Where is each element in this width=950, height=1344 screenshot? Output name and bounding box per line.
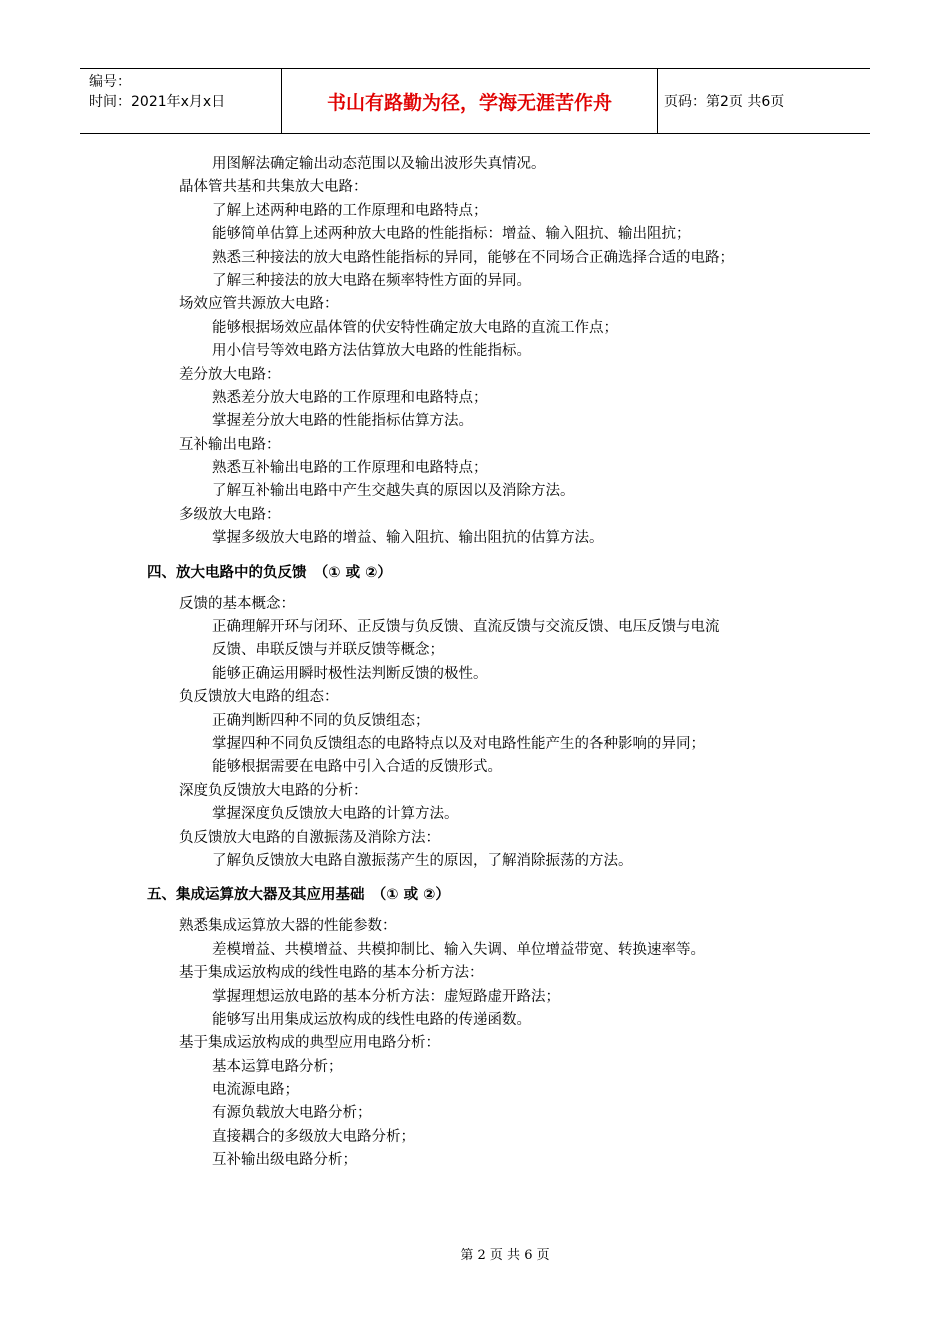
topic-detail: 互补输出级电路分析； <box>212 1152 357 1169</box>
topic-detail: 能够根据需要在电路中引入合适的反馈形式。 <box>212 759 502 776</box>
topic-detail: 正确判断四种不同的负反馈组态； <box>212 712 430 729</box>
topic-heading: 反馈的基本概念： <box>179 595 295 612</box>
topic-detail: 掌握四种不同负反馈组态的电路特点以及对电路性能产生的各种影响的异同； <box>212 735 705 752</box>
topic-detail: 正确理解开环与闭环、正反馈与负反馈、直流反馈与交流反馈、电压反馈与电流 <box>212 619 720 636</box>
topic-detail: 用图解法确定输出动态范围以及输出波形失真情况。 <box>212 156 546 172</box>
topic-heading: 场效应管共源放大电路： <box>179 296 339 313</box>
topic-heading: 基于集成运放构成的线性电路的基本分析方法： <box>179 965 484 982</box>
topic-detail: 电流源电路； <box>212 1082 299 1099</box>
topic-detail: 反馈、串联反馈与并联反馈等概念； <box>212 642 444 659</box>
topic-heading: 互补输出电路： <box>179 436 281 453</box>
topic-detail: 掌握多级放大电路的增益、输入阻抗、输出阻抗的估算方法。 <box>212 530 604 547</box>
topic-detail: 熟悉差分放大电路的工作原理和电路特点； <box>212 389 488 406</box>
section-heading: 五、集成运算放大器及其应用基础 （① 或 ②） <box>147 887 450 904</box>
topic-detail: 能够根据场效应晶体管的伏安特性确定放大电路的直流工作点； <box>212 319 618 336</box>
topic-detail: 了解上述两种电路的工作原理和电路特点； <box>212 202 488 219</box>
topic-detail: 了解互补输出电路中产生交越失真的原因以及消除方法。 <box>212 483 575 500</box>
topic-detail: 掌握差分放大电路的性能指标估算方法。 <box>212 413 473 430</box>
topic-heading: 基于集成运放构成的典型应用电路分析： <box>179 1035 440 1052</box>
topic-heading: 熟悉集成运算放大器的性能参数： <box>179 918 397 935</box>
header-meta-cell <box>80 69 282 133</box>
topic-heading: 负反馈放大电路的组态： <box>179 689 339 706</box>
topic-heading: 多级放大电路： <box>179 506 281 523</box>
page-header <box>80 68 870 134</box>
topic-detail: 直接耦合的多级放大电路分析； <box>212 1128 415 1145</box>
topic-detail: 掌握理想运放电路的基本分析方法：虚短路虚开路法； <box>212 988 560 1005</box>
topic-heading: 深度负反馈放大电路的分析： <box>179 782 368 799</box>
page-footer: 第 2 页 共 6 页 <box>460 1248 550 1263</box>
topic-detail: 基本运算电路分析； <box>212 1058 343 1075</box>
topic-detail: 有源负载放大电路分析； <box>212 1105 372 1122</box>
topic-detail: 差模增益、共模增益、共模抑制比、输入失调、单位增益带宽、转换速率等。 <box>212 941 705 958</box>
header-motto: 书山有路勤为径，学海无涯苦作舟 <box>282 69 658 133</box>
document-body <box>0 153 950 1173</box>
topic-heading: 负反馈放大电路的自激振荡及消除方法： <box>179 829 440 846</box>
topic-detail: 熟悉三种接法的放大电路性能指标的异同，能够在不同场合正确选择合适的电路； <box>212 249 734 266</box>
topic-detail: 掌握深度负反馈放大电路的计算方法。 <box>212 806 459 823</box>
topic-detail: 能够正确运用瞬时极性法判断反馈的极性。 <box>212 665 488 682</box>
topic-heading: 晶体管共基和共集放大电路： <box>179 179 368 196</box>
topic-detail: 能够简单估算上述两种放大电路的性能指标：增益、输入阻抗、输出阻抗； <box>212 226 691 243</box>
time-label: 时间：2021年x月x日 <box>89 94 226 110</box>
section-heading: 四、放大电路中的负反馈 （① 或 ②） <box>147 564 392 581</box>
topic-detail: 能够写出用集成运放构成的线性电路的传递函数。 <box>212 1011 531 1028</box>
number-label: 编号： <box>89 74 131 90</box>
topic-heading: 差分放大电路： <box>179 366 281 383</box>
topic-detail: 用小信号等效电路方法估算放大电路的性能指标。 <box>212 343 531 360</box>
topic-detail: 了解负反馈放大电路自激振荡产生的原因，了解消除振荡的方法。 <box>212 852 633 869</box>
header-page-info: 页码：第2页 共6页 <box>664 94 785 110</box>
topic-detail: 熟悉互补输出电路的工作原理和电路特点； <box>212 460 488 477</box>
topic-detail: 了解三种接法的放大电路在频率特性方面的异同。 <box>212 272 531 289</box>
